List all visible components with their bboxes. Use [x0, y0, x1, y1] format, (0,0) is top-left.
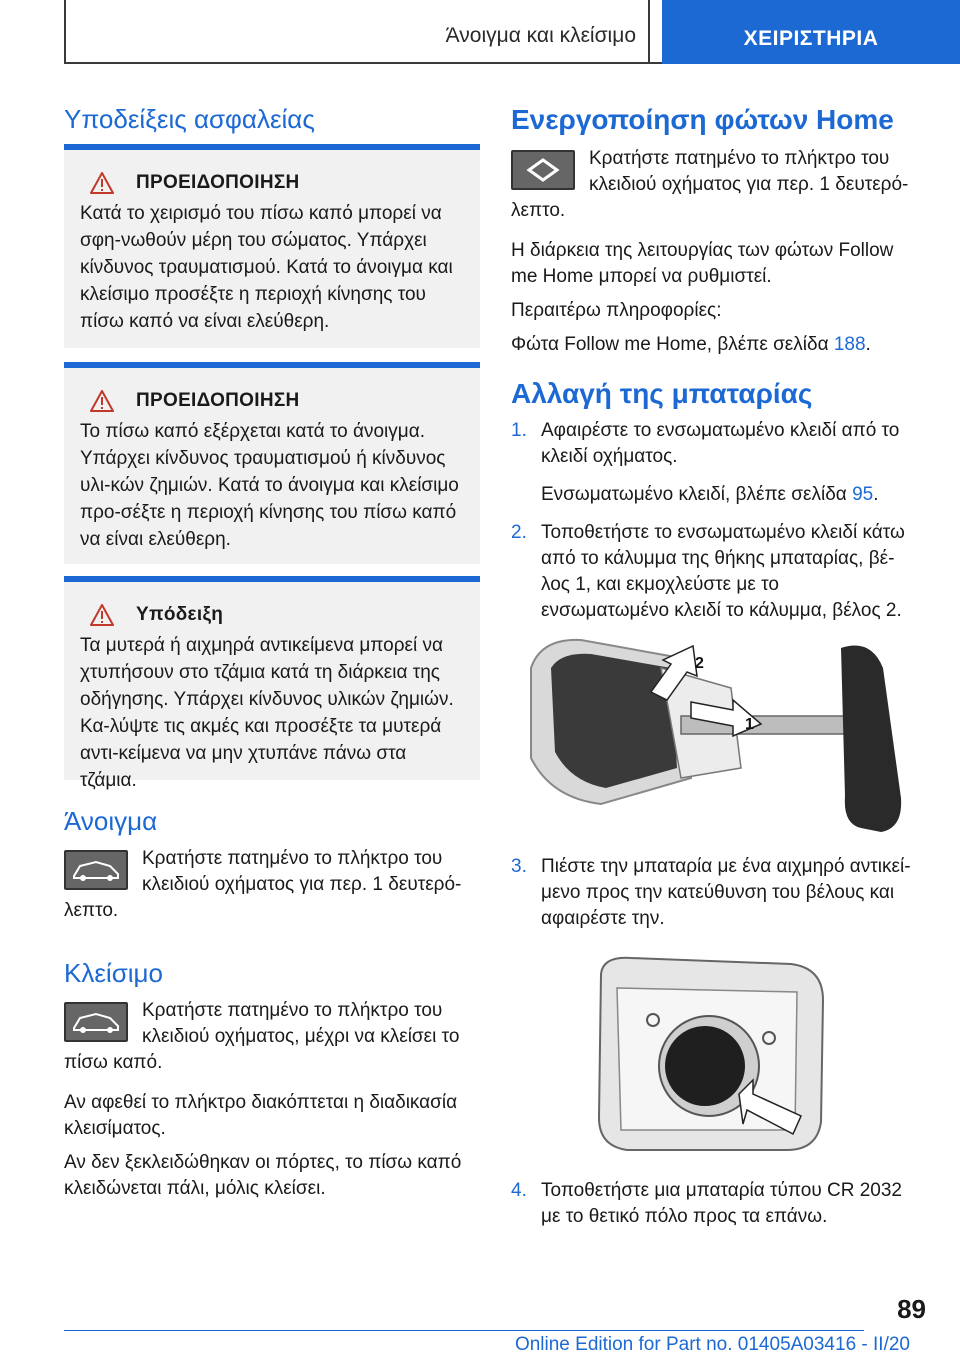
warning-box-1 [64, 144, 480, 348]
notice-box [64, 576, 480, 791]
battery-compartment-figure [591, 954, 831, 1158]
footer-edition[interactable]: Online Edition for Part no. 01405A03416 - II/20 [514, 1334, 910, 1355]
step-number: 4. [511, 1180, 527, 1201]
battery-steps-final [511, 1178, 911, 1230]
car-key-trunk-icon [64, 1002, 128, 1042]
footer-rule [64, 1330, 864, 1331]
list-item [511, 1178, 911, 1230]
safety-heading: Υποδείξεις ασφαλείας [64, 104, 315, 134]
warning-text: Το πίσω καπό εξέρχεται κατά το άνοιγμα. Υπάρχει κίνδυνος τραυματισμού ή κίνδυνος υλι-κών ζημιών. Κατά το άνοιγμα και κλείσιμο προ-σέξτε η περιοχή κίνησης του πίσω καπό να είναι ελεύθερη. [80, 421, 459, 550]
home-lights-text: Κρατήστε πατημένο το πλήκτρο του κλειδιού οχήματος για περ. 1 δευτερό-λεπτο. [511, 148, 909, 221]
warning-box-2 [64, 362, 480, 564]
step-subtext [541, 482, 911, 508]
warning-title: ΠΡΟΕΙΔΟΠΟΙΗΣΗ [136, 172, 300, 193]
list-item [511, 854, 911, 932]
step-subtext-end: . [873, 484, 879, 505]
warning-triangle-icon [90, 172, 114, 194]
open-text: Κρατήστε πατημένο το πλήκτρο του κλειδιού οχήματος για περ. 1 δευτερό-λεπτο. [64, 848, 462, 921]
step-number: 3. [511, 856, 527, 877]
step-text: Τοποθετήστε το ενσωματωμένο κλειδί κάτω από το κάλυμμα της θήκης μπαταρίας, βέ-λος 1, και εκμοχλεύστε με το ενσωματωμένο κλειδί το κάλυμμα, βέλος 2. [541, 522, 905, 621]
header-section-title: Άνοιγμα και κλείσιμο [445, 24, 636, 47]
battery-steps-continued [511, 854, 911, 932]
open-section [64, 846, 480, 924]
header-chapter-label: ΧΕΙΡΙΣΤΗΡΙΑ [743, 27, 879, 50]
step-text: Πιέστε την μπαταρία με ένα αιχμηρό αντικεί-μενο προς την κατεύθυνση του βέλους και αφαιρέστε την. [541, 856, 911, 929]
home-lights-paragraph-2: Η διάρκεια της λειτουργίας των φώτων Follow me Home μπορεί να ρυθμιστεί. [511, 240, 894, 287]
step-number: 2. [511, 522, 527, 543]
car-key-unlock-icon [511, 150, 575, 190]
warning-title: ΠΡΟΕΙΔΟΠΟΙΗΣΗ [136, 390, 300, 411]
arrow-label-2: 2 [695, 655, 704, 672]
notice-text: Τα μυτερά ή αιχμηρά αντικείμενα μπορεί να χτυπήσουν στο τζάμια κατά τη διάρκεια της οδήγησης. Υπάρχει κίνδυνος υλικών ζημιών. Κα-λύψτε τις ακμές και προσέξτε τα μυτερά αντι-κείμενα να μην χτυπάνε πάνω στα τζάμια. [80, 635, 454, 791]
close-section [64, 998, 480, 1202]
close-paragraph-2: Αν αφεθεί το πλήκτρο διακόπτεται η διαδικασία κλεισίματος. [64, 1092, 458, 1139]
key-removal-figure [511, 628, 921, 848]
close-text: Κρατήστε πατημένο το πλήκτρο του κλειδιού οχήματος, μέχρι να κλείσει το πίσω καπό. [64, 1000, 460, 1073]
arrow-label-1: 1 [745, 716, 754, 733]
home-lights-section [511, 146, 911, 358]
step-text: Αφαιρέστε το ενσωματωμένο κλειδί από το κλειδί οχήματος. [541, 420, 900, 467]
page-link-95[interactable]: 95 [852, 484, 874, 505]
page-number: 89 [897, 1294, 926, 1324]
battery-steps [511, 418, 911, 624]
list-item [511, 520, 911, 624]
notice-title: Υπόδειξη [136, 604, 224, 625]
home-lights-reference-text: Φώτα Follow me Home, βλέπε σελίδα [511, 334, 834, 355]
battery-heading: Αλλαγή της μπαταρίας [511, 378, 813, 409]
close-heading: Κλείσιμο [64, 958, 163, 988]
home-lights-reference [511, 332, 911, 358]
page-link-188[interactable]: 188 [833, 334, 866, 355]
header-chapter-tab[interactable] [662, 0, 960, 64]
car-key-trunk-icon [64, 850, 128, 890]
step-number: 1. [511, 420, 527, 441]
home-lights-reference-end: . [865, 334, 871, 355]
step-text: Τοποθετήστε μια μπαταρία τύπου CR 2032 με το θετικό πόλο προς τα επάνω. [541, 1180, 902, 1227]
notice-triangle-icon [90, 604, 114, 626]
close-paragraph-3: Αν δεν ξεκλειδώθηκαν οι πόρτες, το πίσω καπό κλειδώνεται πάλι, μόλις κλείσει. [64, 1152, 462, 1199]
home-lights-heading: Ενεργοποίηση φώτων Home [511, 104, 894, 135]
step-subtext-text: Ενσωματωμένο κλειδί, βλέπε σελίδα [541, 484, 853, 505]
warning-triangle-icon [90, 390, 114, 412]
open-heading: Άνοιγμα [64, 806, 158, 836]
home-lights-paragraph-3: Περαιτέρω πληροφορίες: [511, 300, 722, 321]
list-item [511, 418, 911, 508]
header-divider [648, 0, 650, 64]
warning-text: Κατά το χειρισμό του πίσω καπό μπορεί να σφη-νωθούν μέρη του σώματος. Υπάρχει κίνδυνος τραυματισμού. Κατά το άνοιγμα και κλείσιμο προσέξτε η περιοχή κίνησης του πίσω καπό να είναι ελεύθερη. [80, 203, 453, 332]
